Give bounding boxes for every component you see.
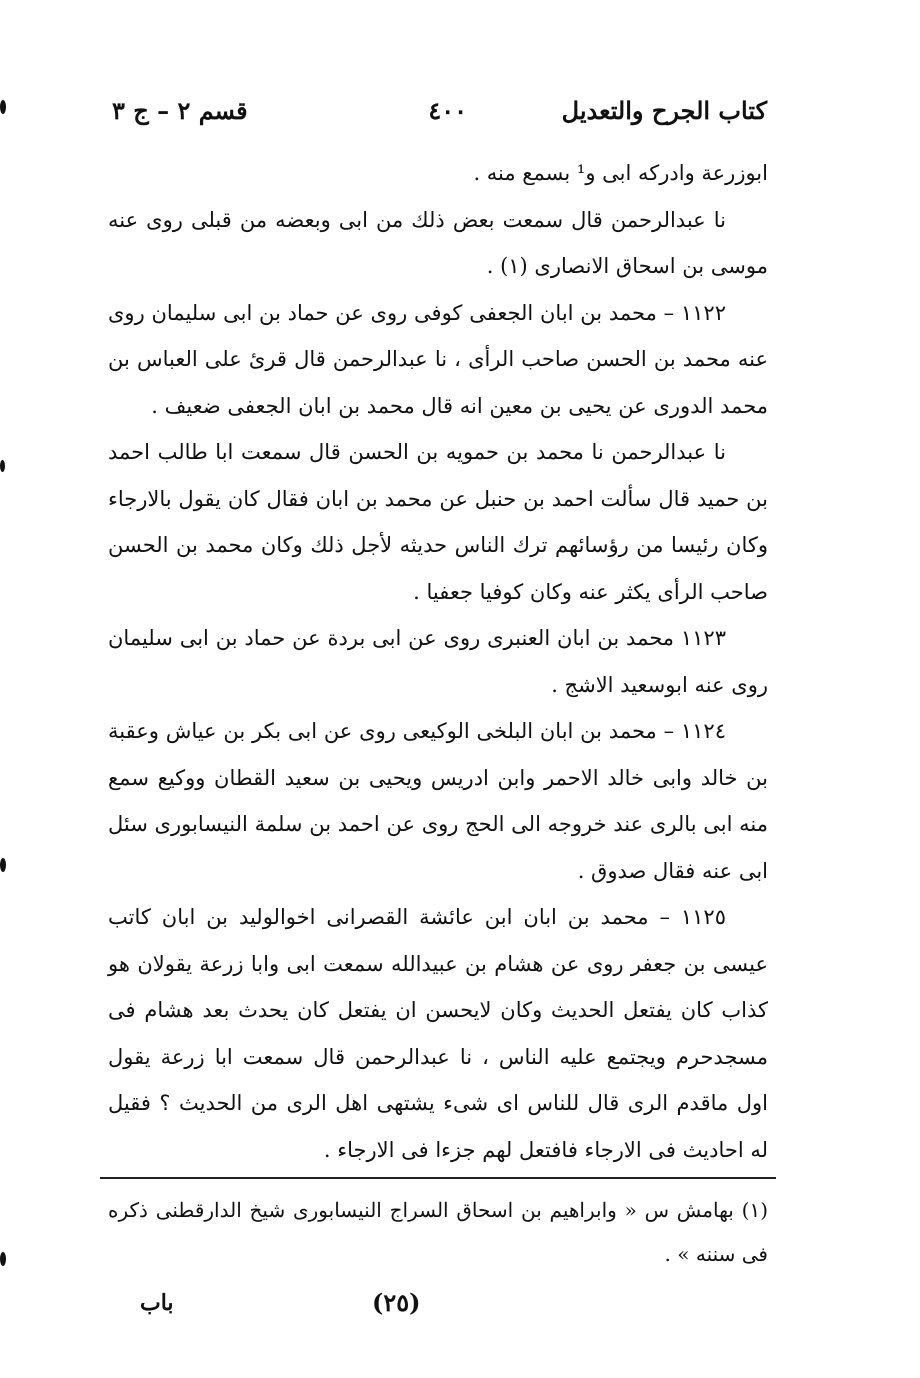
catchword: باب	[140, 1290, 174, 1316]
entry-1125: ١١٢٥ – محمد بن ابان ابن عائشة القصرانى اخوالوليد بن ابان كاتب عيسى بن جعفر روى عن هشام بن عبيدالله سمعت ابى وابا زرعة يقولان هو كذاب كان يفتعل الحديث وكان لايحسن ان يفتعل كان يحدث بعد هشام فى مسجدحرم ويجتمع عليه الناس ، نا عبدالرحمن قال سمعت ابا زرعة يقول اول ماقدم الرى قال للناس اى شىء يشتهى اهل الرى من الحديث ؟ فقيل له احاديث فى الارجاء فافتعل لهم جزءا فى الارجاء .	[108, 905, 768, 1162]
paragraph: نا عبدالرحمن نا محمد بن حمويه بن الحسن قال سمعت ابا طالب احمد بن حميد قال سألت احمد بن حنبل عن محمد بن ابان فقال كان يقول بالارجاء وكان رئيسا من رؤسائهم ترك الناس حديثه لأجل ذلك وكان محمد بن الحسن صاحب الرأى يكثر عنه وكان كوفيا جعفيا .	[108, 440, 768, 604]
scan-edge-mark	[0, 858, 6, 872]
entry-1123: ١١٢٣ محمد بن ابان العنبرى روى عن ابى بردة عن حماد بن ابى سليمان روى عنه ابوسعيد الاشج .	[108, 626, 768, 697]
scan-edge-mark	[0, 100, 6, 114]
page-number: ٤٠٠	[428, 96, 467, 125]
paragraph: نا عبدالرحمن قال سمعت بعض ذلك من ابى وبعضه من قبلى روى عنه موسى بن اسحاق الانصارى (١) .	[108, 207, 768, 278]
section-label: قسم ٢ – ج ٣	[112, 96, 248, 125]
signature-mark: (٢٥)	[372, 1288, 421, 1317]
book-title: كتاب الجرح والتعديل	[561, 96, 767, 125]
scan-edge-mark	[0, 460, 5, 472]
scan-edge-mark	[0, 1252, 6, 1266]
main-text	[108, 150, 768, 1173]
entry-1122: ١١٢٢ – محمد بن ابان الجعفى كوفى روى عن حماد بن ابى سليمان روى عنه محمد بن الحسن صاحب الرأى ، نا عبدالرحمن قال قرئ على العباس بن محمد الدورى عن يحيى بن معين انه قال محمد بن ابان الجعفى ضعيف .	[108, 300, 768, 418]
footnote-divider	[100, 1177, 776, 1179]
page-header	[112, 96, 767, 140]
entry-1124: ١١٢٤ – محمد بن ابان البلخى الوكيعى روى عن ابى بكر بن عياش وعقبة بن خالد وابى خالد الاحمر وابن ادريس ويحيى بن سعيد القطان ووكيع سمع منه ابى بالرى عند خروجه الى الحج روى عن احمد بن سلمة النيسابورى سئل ابى عنه فقال صدوق .	[108, 719, 769, 883]
paragraph-continuation: ابوزرعة وادركه ابى و¹ بسمع منه .	[473, 161, 768, 185]
footnote: (١) بهامش س « وابراهيم بن اسحاق السراج النيسابورى شيخ الدارقطنى ذكره فى سننه » .	[108, 1198, 768, 1266]
